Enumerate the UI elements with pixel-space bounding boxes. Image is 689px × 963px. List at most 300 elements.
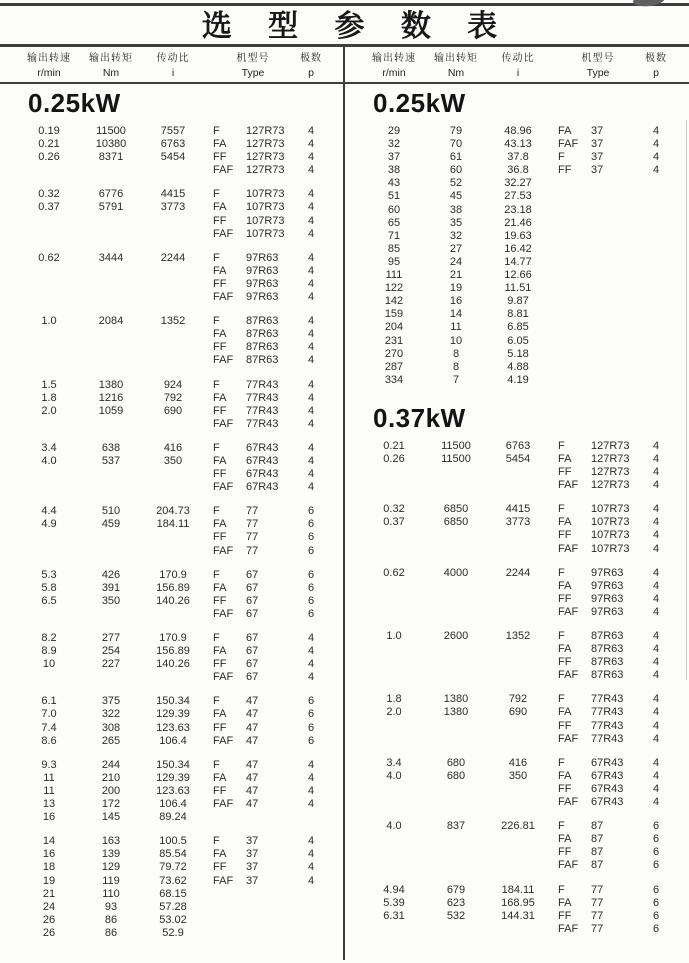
cell-type [208, 875, 298, 888]
cell-output-speed: 6.5 [41, 594, 57, 607]
cell-ratio [483, 606, 553, 619]
cell-output-torque: 86 [104, 926, 118, 939]
cell-ratio: 2244 [160, 251, 186, 264]
type-model: 67 [246, 632, 259, 644]
type-model: 77 [591, 883, 604, 896]
type-model: 67 [246, 581, 259, 594]
type-prefix: F [558, 566, 565, 579]
cell-type [553, 217, 643, 230]
table-row [345, 733, 689, 746]
table-row [0, 901, 343, 914]
cell-poles: 4 [652, 605, 660, 618]
type-prefix: FA [558, 769, 572, 782]
type-prefix: FF [213, 784, 227, 797]
table-row [0, 785, 343, 798]
type-prefix: FAF [213, 164, 234, 177]
cell-ratio [483, 923, 553, 936]
cell-output-speed: 231 [384, 334, 404, 347]
cell-type [553, 846, 643, 859]
cell-poles: 4 [652, 643, 660, 656]
cell-type [553, 125, 643, 138]
type-model: 67R43 [591, 756, 624, 769]
cell-output-torque [429, 846, 483, 859]
cell-type [553, 643, 643, 656]
type-prefix: FF [558, 164, 572, 177]
cell-type [208, 759, 298, 772]
table-row [345, 693, 689, 706]
col-header-ratio [138, 52, 208, 81]
cell-poles [643, 308, 669, 321]
cell-type [553, 479, 643, 492]
cell-output-speed: 26 [42, 926, 56, 939]
cell-type [208, 608, 298, 621]
cell-output-speed: 270 [384, 347, 404, 360]
type-prefix: FAF [558, 605, 579, 618]
cell-poles: 4 [307, 835, 315, 848]
type-prefix [213, 927, 246, 940]
cell-poles: 4 [307, 874, 315, 887]
cell-output-speed: 11 [43, 771, 55, 784]
cell-poles: 4 [652, 439, 660, 452]
cell-output-torque: 14 [449, 308, 463, 321]
cell-ratio: 100.5 [159, 835, 187, 848]
cell-ratio: 140.26 [156, 594, 190, 607]
table-body [0, 44, 689, 960]
type-model: 97R63 [246, 251, 279, 264]
cell-output-torque: 277 [101, 632, 121, 644]
cell-type [208, 188, 298, 201]
table-row [345, 503, 689, 516]
cell-output-torque: 254 [101, 645, 121, 658]
row-group [345, 125, 689, 387]
table-row [345, 335, 689, 348]
cell-output-speed [359, 580, 429, 593]
col-header-poles [643, 52, 669, 81]
cell-ratio: 73.62 [159, 874, 187, 887]
row-group [345, 567, 689, 619]
type-model: 47 [246, 708, 259, 721]
table-row [345, 820, 689, 833]
cell-ratio: 5454 [160, 151, 186, 164]
type-prefix: FF [213, 658, 227, 671]
cell-ratio: 5454 [505, 452, 531, 465]
cell-output-speed [359, 833, 429, 846]
cell-output-speed: 16 [42, 811, 56, 824]
cell-ratio [138, 354, 208, 367]
cell-output-torque: 35 [449, 216, 463, 229]
cell-output-speed [14, 608, 84, 621]
cell-output-torque [429, 593, 483, 606]
cell-poles: 4 [652, 656, 660, 669]
cell-type [208, 392, 298, 405]
cell-poles: 4 [307, 798, 315, 811]
cell-output-torque [429, 466, 483, 479]
cell-type [208, 481, 298, 494]
cell-output-speed [359, 669, 429, 682]
row-group [345, 440, 689, 492]
cell-ratio [483, 656, 553, 669]
type-model: 67 [246, 658, 259, 671]
cell-output-speed: 13 [42, 798, 56, 811]
cell-poles: 6 [652, 896, 660, 909]
cell-type [553, 859, 643, 872]
cell-poles: 4 [307, 214, 315, 227]
cell-poles: 4 [307, 632, 315, 644]
cell-poles: 4 [652, 732, 660, 745]
type-model: 77 [591, 909, 604, 922]
cell-output-speed: 32 [387, 138, 401, 151]
row-group [0, 569, 343, 621]
cell-poles: 4 [652, 706, 660, 719]
table-row [0, 671, 343, 684]
cell-ratio: 7557 [160, 125, 186, 137]
cell-output-torque [84, 341, 138, 354]
cell-poles: 6 [307, 518, 315, 531]
type-prefix [558, 217, 591, 230]
cell-output-torque: 391 [101, 581, 121, 594]
cell-output-torque [84, 291, 138, 304]
type-model: 87R63 [591, 656, 624, 669]
type-prefix [558, 243, 591, 256]
cell-output-torque: 1380 [443, 693, 469, 706]
cell-poles: 4 [307, 671, 315, 684]
cell-poles [643, 256, 669, 269]
type-model: 87 [591, 820, 604, 833]
cell-ratio: 106.4 [159, 734, 187, 747]
cell-poles: 4 [307, 251, 315, 264]
cell-poles [643, 204, 669, 217]
type-prefix: FA [558, 643, 572, 656]
table-row [345, 269, 689, 282]
cell-poles: 4 [307, 277, 315, 290]
cell-output-torque: 24 [449, 255, 463, 268]
cell-type [208, 328, 298, 341]
type-prefix: FA [213, 645, 227, 658]
cell-output-speed: 11 [43, 784, 55, 797]
cell-ratio: 21.46 [504, 216, 532, 229]
cell-output-speed: 122 [384, 282, 404, 295]
type-prefix: F [213, 315, 220, 328]
cell-type [208, 164, 298, 177]
cell-ratio: 36.8 [507, 164, 529, 177]
type-prefix: FA [558, 125, 572, 137]
type-model: 47 [246, 721, 259, 734]
cell-ratio [483, 669, 553, 682]
cell-output-torque [429, 580, 483, 593]
type-model: 67 [246, 568, 259, 581]
type-prefix: FF [558, 909, 572, 922]
cell-type [208, 735, 298, 748]
type-prefix [558, 295, 591, 308]
cell-type [553, 630, 643, 643]
cell-output-speed: 8.6 [41, 734, 57, 747]
cell-poles: 4 [307, 784, 315, 797]
cell-poles: 4 [307, 468, 315, 481]
table-row [0, 608, 343, 621]
type-prefix: F [558, 883, 565, 896]
cell-type [208, 505, 298, 518]
cell-ratio [138, 328, 208, 341]
col-header-torque-cn: 输出转矩 [89, 53, 133, 64]
cell-poles: 4 [307, 861, 315, 874]
type-prefix: FA [213, 581, 227, 594]
type-prefix: FA [213, 391, 227, 404]
table-row [0, 545, 343, 558]
cell-poles: 4 [307, 227, 315, 240]
cell-output-speed [14, 265, 84, 278]
type-model: 77R43 [591, 693, 624, 706]
cell-output-speed: 1.8 [386, 693, 402, 706]
cell-output-torque: 322 [101, 708, 121, 721]
type-prefix: F [213, 758, 220, 771]
table-row [0, 735, 343, 748]
table-row [345, 125, 689, 138]
table-row [345, 256, 689, 269]
table-row [0, 927, 343, 940]
cell-type [208, 252, 298, 265]
type-model: 67 [246, 594, 259, 607]
type-prefix: FAF [213, 874, 234, 887]
cell-ratio: 924 [163, 378, 183, 391]
cell-type [208, 341, 298, 354]
cell-ratio: 184.11 [501, 883, 535, 896]
cell-output-speed [14, 468, 84, 481]
cell-output-speed: 4.9 [41, 518, 57, 531]
row-group [0, 695, 343, 747]
cell-type [553, 269, 643, 282]
cell-output-speed: 4.94 [383, 883, 405, 896]
cell-output-torque: 210 [101, 771, 121, 784]
cell-poles [643, 243, 669, 256]
cell-ratio: 52.9 [162, 926, 184, 939]
table-row [0, 708, 343, 721]
cell-output-speed [14, 291, 84, 304]
table-row [0, 138, 343, 151]
cell-poles: 6 [652, 922, 660, 935]
cell-ratio: 792 [163, 391, 183, 404]
type-prefix: FA [558, 516, 572, 529]
type-model: 87R63 [591, 630, 624, 642]
cell-poles: 4 [307, 417, 315, 430]
cell-poles: 6 [652, 820, 660, 833]
right-pane [345, 47, 689, 960]
table-row [345, 177, 689, 190]
cell-type [553, 910, 643, 923]
cell-output-speed: 7.4 [41, 721, 57, 734]
col-header-speed-unit: r/min [37, 67, 61, 79]
type-prefix: F [558, 151, 565, 164]
cell-type [553, 374, 643, 387]
cell-output-torque: 679 [446, 883, 466, 896]
type-prefix: F [213, 188, 220, 201]
cell-poles: 6 [307, 607, 315, 620]
cell-type [208, 695, 298, 708]
cell-poles [298, 888, 324, 901]
cell-poles: 6 [652, 883, 660, 896]
cell-output-torque: 459 [101, 518, 121, 531]
cell-ratio [138, 228, 208, 241]
cell-output-speed: 71 [387, 229, 401, 242]
table-row [345, 720, 689, 733]
right-pane-body [345, 90, 689, 936]
cell-output-torque [429, 643, 483, 656]
cell-output-torque: 6850 [443, 503, 469, 516]
cell-poles: 4 [307, 151, 315, 164]
type-model: 107R73 [591, 529, 630, 542]
table-row [0, 798, 343, 811]
cell-output-torque: 11500 [441, 439, 471, 452]
table-row [345, 466, 689, 479]
cell-poles: 4 [307, 291, 315, 304]
table-row [0, 632, 343, 645]
cell-type [208, 772, 298, 785]
type-prefix: FF [213, 468, 227, 481]
table-row [345, 630, 689, 643]
cell-type [208, 455, 298, 468]
cell-output-torque: 537 [101, 454, 121, 467]
cell-poles: 4 [307, 328, 315, 341]
cell-poles: 4 [307, 188, 315, 201]
type-prefix [213, 914, 246, 927]
cell-output-speed [359, 593, 429, 606]
type-prefix: FAF [213, 417, 234, 430]
cell-type [208, 645, 298, 658]
cell-output-speed [359, 529, 429, 542]
cell-output-speed [14, 671, 84, 684]
type-model: 77 [246, 531, 259, 544]
cell-type [553, 733, 643, 746]
row-group [345, 884, 689, 936]
table-row [345, 243, 689, 256]
type-prefix: FA [213, 138, 227, 151]
type-model: 37 [246, 874, 259, 887]
table-row [0, 645, 343, 658]
type-model: 77R43 [246, 417, 279, 430]
cell-ratio [138, 671, 208, 684]
row-group [0, 379, 343, 431]
table-row [0, 569, 343, 582]
type-prefix: FAF [213, 354, 234, 367]
cell-output-torque: 2084 [98, 315, 124, 328]
type-model: 67R43 [246, 468, 279, 481]
cell-poles: 6 [307, 581, 315, 594]
cell-poles [643, 282, 669, 295]
cell-ratio [483, 643, 553, 656]
cell-output-speed: 5.39 [383, 896, 405, 909]
cell-output-torque: 8371 [98, 151, 124, 164]
cell-output-speed: 287 [384, 360, 404, 373]
type-prefix: F [213, 632, 220, 644]
type-prefix [213, 888, 246, 901]
cell-ratio: 184.11 [156, 518, 190, 531]
type-prefix [558, 269, 591, 282]
cell-poles: 4 [652, 516, 660, 529]
cell-output-speed: 5.8 [41, 581, 57, 594]
cell-poles: 4 [307, 848, 315, 861]
cell-ratio [483, 720, 553, 733]
cell-ratio: 129.39 [156, 771, 190, 784]
table-row [345, 783, 689, 796]
cell-ratio [138, 215, 208, 228]
col-header-poles-cn: 极数 [645, 53, 667, 64]
cell-poles [643, 230, 669, 243]
type-prefix: FA [213, 201, 227, 214]
cell-output-speed [359, 466, 429, 479]
cell-output-torque [84, 418, 138, 431]
type-prefix: FAF [558, 922, 579, 935]
cell-output-torque: 70 [449, 138, 463, 151]
cell-ratio: 123.63 [156, 784, 190, 797]
cell-output-torque [84, 328, 138, 341]
cell-output-torque: 4000 [443, 566, 469, 579]
cell-output-torque [429, 656, 483, 669]
cell-type [553, 190, 643, 203]
cell-output-torque: 7 [452, 373, 460, 386]
type-prefix: FAF [558, 542, 579, 555]
cell-output-torque: 11500 [441, 452, 471, 465]
cell-output-speed: 29 [387, 125, 401, 137]
type-prefix: FAF [558, 669, 579, 682]
type-model: 37 [591, 125, 604, 137]
type-prefix: F [558, 756, 565, 769]
cell-type [208, 531, 298, 544]
cell-ratio: 140.26 [156, 658, 190, 671]
cell-output-speed [14, 545, 84, 558]
cell-output-speed: 334 [384, 373, 404, 386]
table-row [345, 230, 689, 243]
table-row [0, 914, 343, 927]
type-model: 107R73 [246, 188, 285, 201]
cell-poles: 4 [652, 164, 660, 177]
table-row [345, 151, 689, 164]
cell-ratio [483, 466, 553, 479]
cell-poles: 4 [652, 756, 660, 769]
type-model: 127R73 [591, 479, 630, 492]
cell-output-torque: 19 [449, 282, 463, 295]
cell-ratio: 27.53 [504, 190, 532, 203]
cell-poles: 6 [652, 833, 660, 846]
table-row [0, 265, 343, 278]
type-prefix: FF [558, 782, 572, 795]
cell-output-torque: 5791 [98, 201, 124, 214]
cell-output-torque: 244 [101, 758, 121, 771]
cell-type [553, 361, 643, 374]
cell-output-speed: 60 [387, 203, 401, 216]
cell-output-speed: 1.5 [41, 378, 57, 391]
cell-output-speed: 95 [387, 255, 401, 268]
col-header-speed-cn: 输出转速 [372, 53, 416, 64]
type-model: 87R63 [591, 643, 624, 656]
cell-type [553, 204, 643, 217]
table-row [345, 643, 689, 656]
cell-type [208, 278, 298, 291]
table-row [0, 228, 343, 241]
type-model: 67R43 [246, 454, 279, 467]
cell-output-speed: 159 [384, 308, 404, 321]
cell-type [553, 693, 643, 706]
cell-type [208, 545, 298, 558]
type-prefix: FF [213, 151, 227, 164]
cell-output-speed [359, 923, 429, 936]
type-prefix: FAF [213, 798, 234, 811]
cell-poles: 4 [652, 566, 660, 579]
cell-type [553, 796, 643, 809]
cell-type [208, 291, 298, 304]
type-model: 47 [246, 758, 259, 771]
cell-output-speed: 10 [42, 658, 56, 671]
type-prefix: FAF [213, 481, 234, 494]
cell-ratio: 1352 [505, 630, 531, 642]
